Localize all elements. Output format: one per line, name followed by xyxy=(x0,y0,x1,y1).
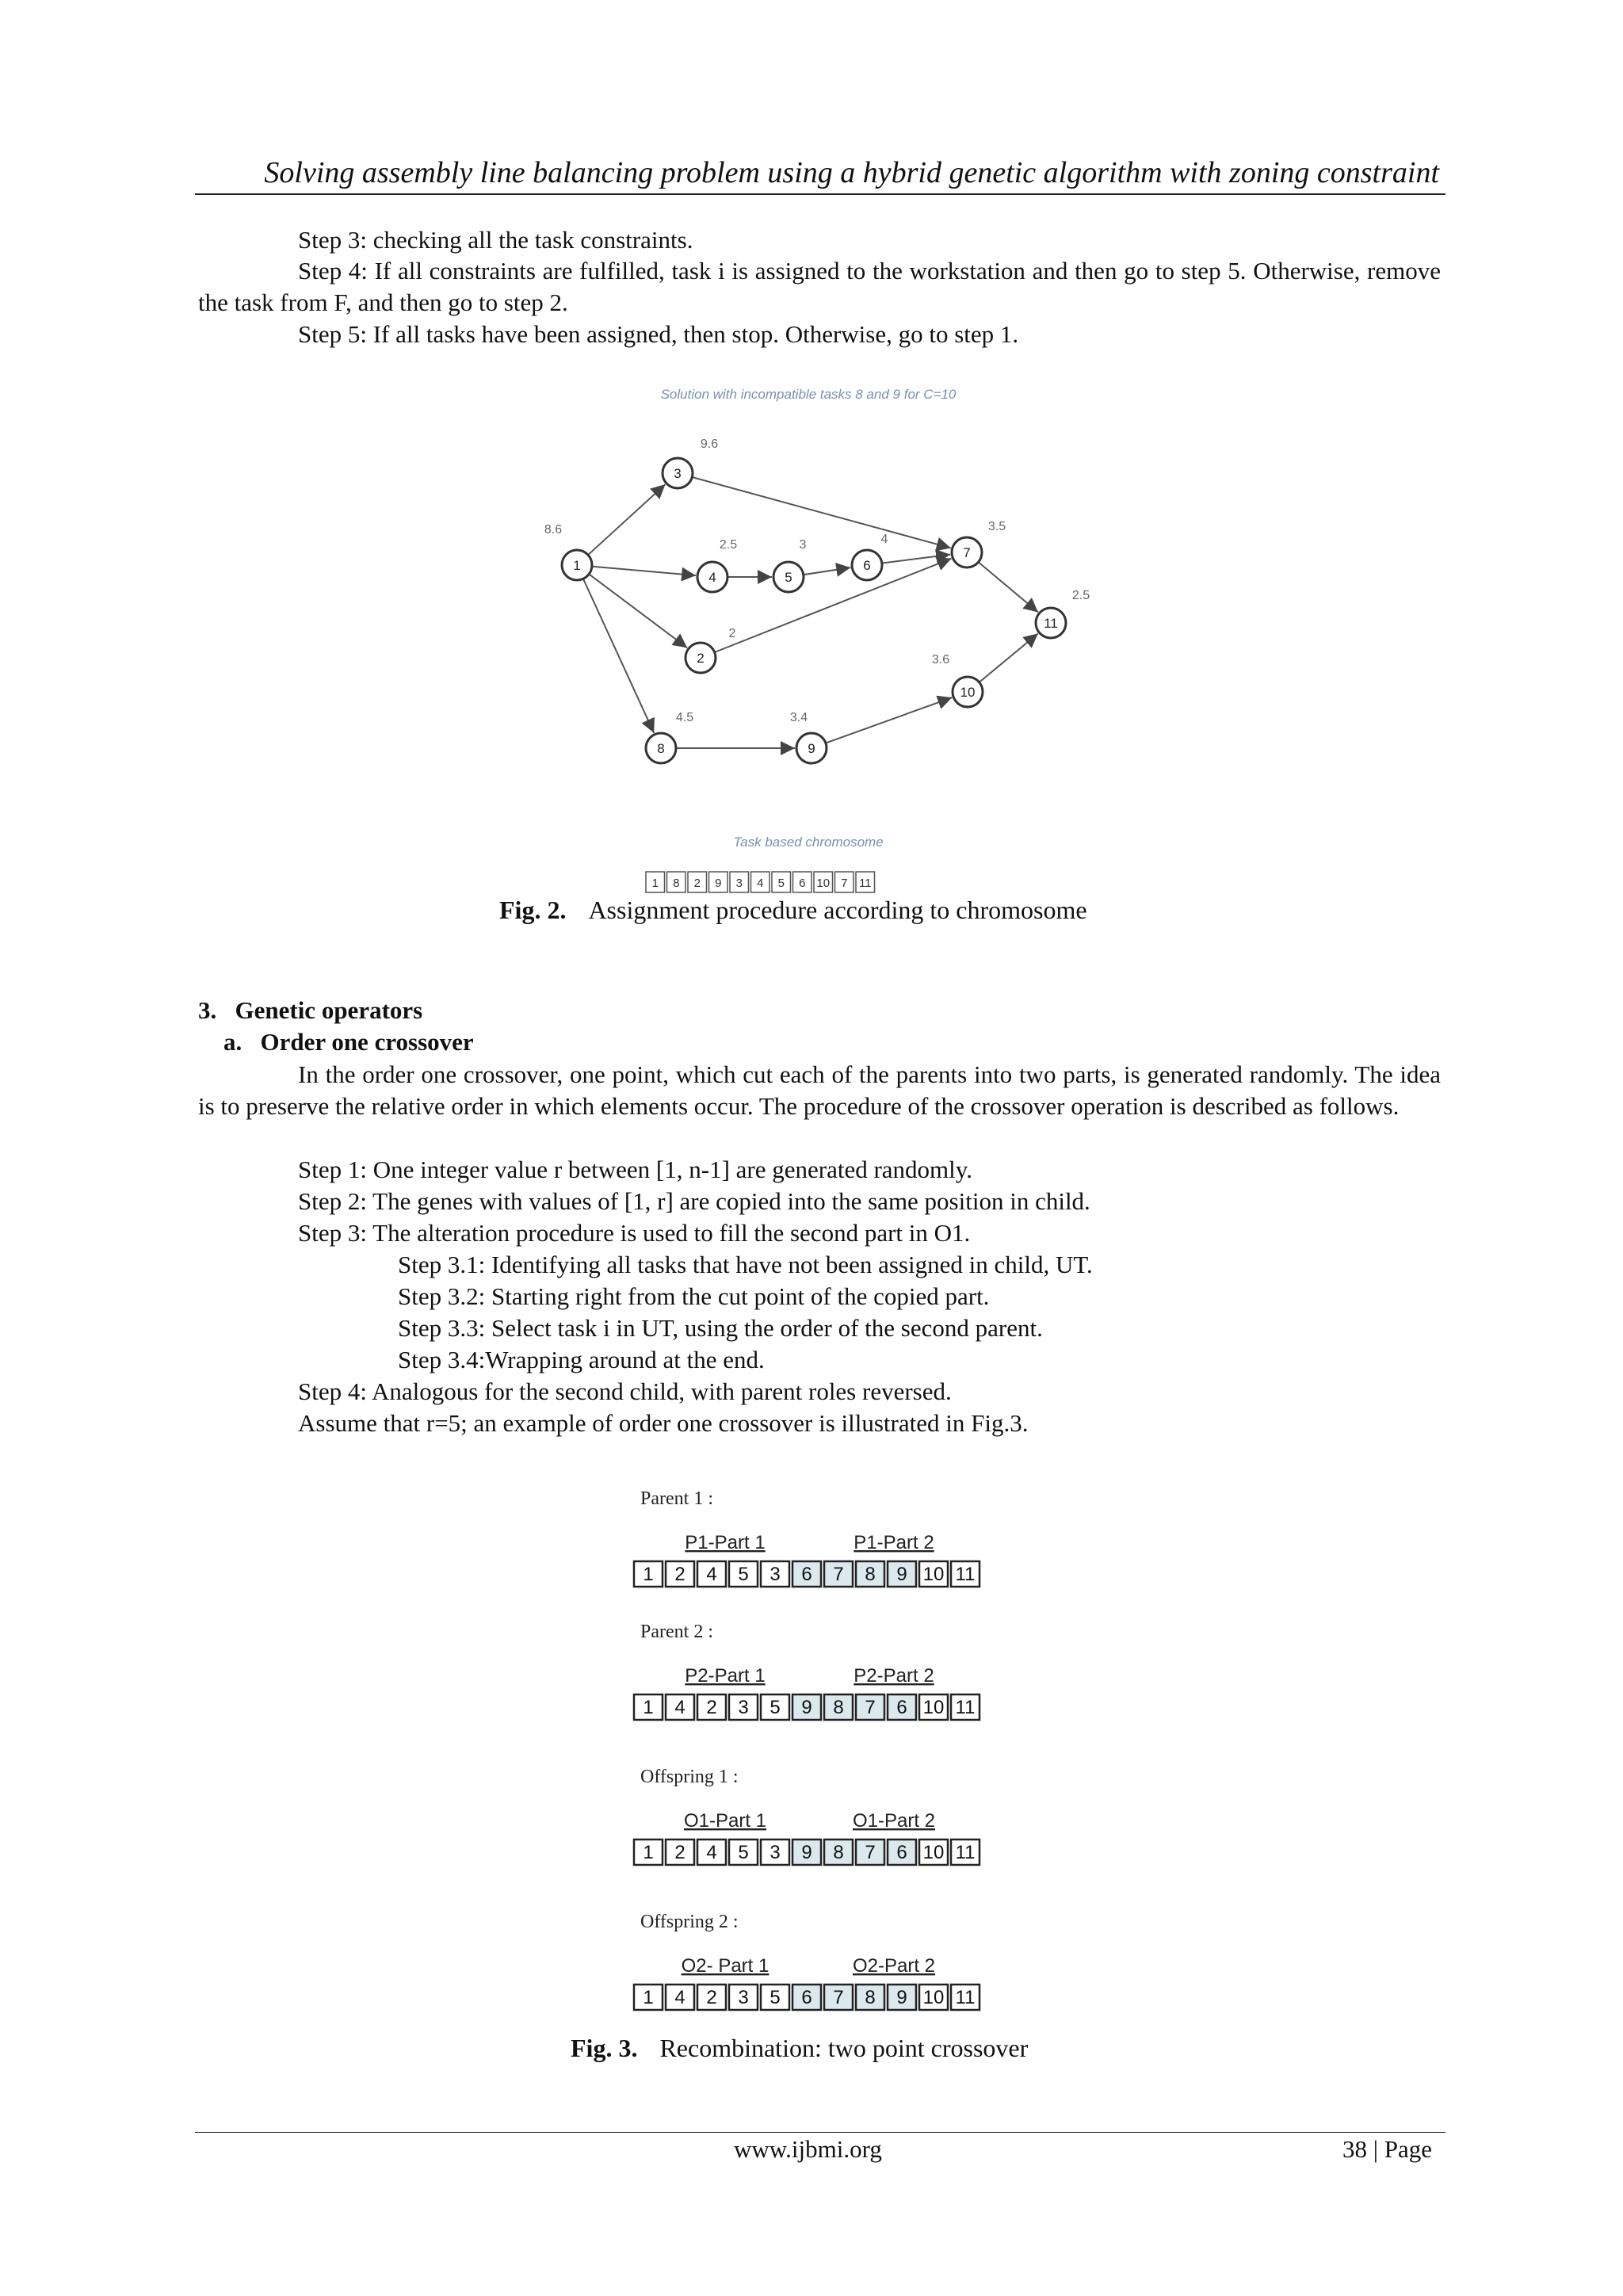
chromosome-gene: 9 xyxy=(715,877,722,890)
node-label-11: 11 xyxy=(1044,616,1058,631)
running-header: Solving assembly line balancing problem using a hybrid genetic algorithm with zoning constraint xyxy=(264,156,1439,189)
fig3-gene: 8 xyxy=(865,1564,876,1585)
fig3-gene: 7 xyxy=(865,1697,876,1718)
node-weight-10: 3.6 xyxy=(931,653,950,667)
fig3-gene: 4 xyxy=(706,1842,717,1863)
fig3-gene: 9 xyxy=(896,1987,907,2008)
fig3-gene: 5 xyxy=(769,1987,781,2008)
node-weight-8: 4.5 xyxy=(675,711,694,724)
node-weight-3: 9.6 xyxy=(700,437,719,451)
fig3-gene: 4 xyxy=(674,1987,685,2008)
fig3-gene: 8 xyxy=(833,1842,844,1863)
edge-9-10 xyxy=(826,697,952,743)
node-label-1: 1 xyxy=(573,558,581,573)
fig3-gene: 11 xyxy=(955,1987,976,2008)
fig3-gene: 9 xyxy=(896,1564,907,1585)
fig3-gene: 4 xyxy=(674,1697,685,1718)
fig3-gene: 5 xyxy=(738,1842,749,1863)
edge-5-6 xyxy=(804,567,850,575)
fig3-gene: 7 xyxy=(865,1842,876,1863)
edge-10-11 xyxy=(980,633,1038,682)
fig3-gene: 9 xyxy=(801,1697,812,1718)
section-step-1: Step 1: One integer value r between [1, n-1] are generated randomly. xyxy=(298,1156,973,1183)
fig3-gene: 2 xyxy=(674,1842,685,1863)
fig3-part1-label: P2-Part 1 xyxy=(685,1665,766,1687)
chromosome-gene: 3 xyxy=(735,877,743,890)
fig3-gene: 2 xyxy=(674,1564,685,1585)
fig3-part2-label: P2-Part 2 xyxy=(854,1665,934,1687)
fig3-gene: 3 xyxy=(769,1564,781,1585)
fig3-gene: 5 xyxy=(738,1564,749,1585)
fig3-part2-label: O2-Part 2 xyxy=(852,1955,936,1977)
fig3-gene: 1 xyxy=(643,1564,654,1585)
node-weight-7: 3.5 xyxy=(987,520,1006,533)
intro-step-5: Step 5: If all tasks have been assigned, then stop. Otherwise, go to step 1. xyxy=(298,320,1019,348)
node-label-9: 9 xyxy=(808,741,815,756)
fig3-part2-label: P1-Part 2 xyxy=(854,1532,934,1553)
node-label-8: 8 xyxy=(657,741,665,756)
fig3-row-label: Offspring 2 : xyxy=(640,1912,739,1932)
fig3-gene: 2 xyxy=(706,1697,717,1718)
fig2-chromosome-label: Task based chromosome xyxy=(733,835,884,850)
fig3-gene: 3 xyxy=(769,1842,781,1863)
section-step-3: Step 3: The alteration procedure is used to fill the second part in O1. xyxy=(298,1219,971,1247)
footer-page: 38 | Page xyxy=(1342,2135,1432,2163)
fig3-caption xyxy=(571,2034,1028,2063)
edge-2-7 xyxy=(715,559,952,652)
fig3-gene: 11 xyxy=(955,1842,976,1863)
fig2-caption-label: Fig. 2. xyxy=(499,896,567,924)
fig3-caption-label: Fig. 3. xyxy=(571,2034,638,2062)
section-step-4: Step 4: Analogous for the second child, with parent roles reversed. xyxy=(298,1377,952,1405)
node-weight-4: 2.5 xyxy=(719,538,738,552)
fig3-gene: 6 xyxy=(896,1697,907,1718)
section-heading: 3. Genetic operators xyxy=(198,996,423,1024)
section-substep-3-4: Step 3.4:Wrapping around at the end. xyxy=(398,1346,765,1373)
chromosome-gene: 2 xyxy=(693,877,701,890)
edge-1-2 xyxy=(589,574,687,648)
node-weight-2: 2 xyxy=(728,627,736,640)
fig2-graph-title: Solution with incompatible tasks 8 and 9 for C=10 xyxy=(660,387,957,402)
fig2-caption xyxy=(499,896,1087,925)
section-assume: Assume that r=5; an example of order one crossover is illustrated in Fig.3. xyxy=(298,1409,1029,1437)
chromosome-gene: 8 xyxy=(673,877,680,890)
fig3-row-label: Offspring 1 : xyxy=(640,1767,739,1787)
fig2-caption-text: Assignment procedure according to chromosome xyxy=(588,896,1087,924)
fig3-gene: 6 xyxy=(896,1842,907,1863)
node-weight-5: 3 xyxy=(799,538,807,552)
fig2-graph xyxy=(0,0,1623,911)
section-substep-3-3: Step 3.3: Select task i in UT, using the order of the second parent. xyxy=(398,1314,1043,1342)
fig3-gene: 6 xyxy=(801,1564,812,1585)
fig3-gene: 7 xyxy=(833,1564,844,1585)
section-substep-3-2: Step 3.2: Starting right from the cut point of the copied part. xyxy=(398,1282,990,1310)
fig3-gene: 7 xyxy=(833,1987,844,2008)
fig3-gene: 8 xyxy=(833,1697,844,1718)
fig3-part2-label: O1-Part 2 xyxy=(852,1810,936,1832)
node-label-3: 3 xyxy=(674,466,682,481)
fig3-crossover xyxy=(0,1466,1623,2045)
chromosome-gene: 11 xyxy=(858,877,872,890)
fig2-nodes xyxy=(544,437,1090,763)
fig3-gene: 6 xyxy=(801,1987,812,2008)
intro-step-4: Step 4: If all constraints are fulfilled, task i is assigned to the workstation and then go to step 5. Otherwise, remove the task from F, and then go to step 2. xyxy=(198,257,1441,316)
fig3-gene: 5 xyxy=(769,1697,781,1718)
subsection-heading: a. Order one crossover xyxy=(223,1028,474,1056)
fig3-part1-label: O1-Part 1 xyxy=(683,1810,767,1832)
fig3-gene: 3 xyxy=(738,1987,749,2008)
chromosome-gene: 1 xyxy=(651,877,659,890)
fig3-gene: 9 xyxy=(801,1842,812,1863)
edge-7-11 xyxy=(979,562,1038,612)
fig3-gene: 1 xyxy=(643,1697,654,1718)
fig3-gene: 10 xyxy=(922,1842,945,1863)
chromosome-gene: 10 xyxy=(816,877,831,890)
fig3-gene: 8 xyxy=(865,1987,876,2008)
node-weight-6: 4 xyxy=(880,533,888,546)
node-weight-1: 8.6 xyxy=(544,523,563,537)
fig2-chromosome xyxy=(646,872,875,892)
node-label-7: 7 xyxy=(963,545,971,560)
fig3-gene: 10 xyxy=(922,1564,945,1585)
section-step-2: Step 2: The genes with values of [1, r] are copied into the same position in child. xyxy=(298,1187,1090,1215)
chromosome-gene: 5 xyxy=(777,877,785,890)
fig3-gene: 4 xyxy=(706,1564,717,1585)
chromosome-gene: 7 xyxy=(841,877,848,890)
fig3-gene: 1 xyxy=(643,1987,654,2008)
node-label-5: 5 xyxy=(785,570,792,585)
node-weight-9: 3.4 xyxy=(789,711,808,724)
fig3-row-label: Parent 1 : xyxy=(640,1488,713,1509)
fig3-gene: 3 xyxy=(738,1697,749,1718)
node-label-6: 6 xyxy=(863,558,871,573)
fig3-row-label: Parent 2 : xyxy=(640,1622,713,1642)
fig3-caption-text: Recombination: two point crossover xyxy=(659,2034,1029,2062)
node-weight-11: 2.5 xyxy=(1071,589,1090,602)
fig3-part1-label: O2- Part 1 xyxy=(681,1955,769,1977)
chromosome-gene: 6 xyxy=(799,877,806,890)
fig3-part1-label: P1-Part 1 xyxy=(685,1532,766,1553)
intro-step-3: Step 3: checking all the task constraints. xyxy=(298,226,693,254)
chromosome-gene: 4 xyxy=(757,877,764,890)
section-intro: In the order one crossover, one point, which cut each of the parents into two parts, is generated randomly. The idea is to preserve the relative order in which elements occur. The procedure of the crossover operation is described as follows. xyxy=(198,1060,1441,1120)
section-substep-3-1: Step 3.1: Identifying all tasks that have not been assigned in child, UT. xyxy=(398,1251,1093,1278)
node-label-2: 2 xyxy=(697,651,705,666)
node-label-4: 4 xyxy=(708,570,716,585)
edge-6-7 xyxy=(882,555,950,563)
fig3-gene: 10 xyxy=(922,1697,945,1718)
fig3-gene: 11 xyxy=(955,1697,976,1718)
fig3-gene: 1 xyxy=(643,1842,654,1863)
edge-1-3 xyxy=(588,484,665,555)
fig3-gene: 11 xyxy=(955,1564,976,1585)
node-label-10: 10 xyxy=(960,685,976,700)
fig3-gene: 2 xyxy=(706,1987,717,2008)
fig3-rows xyxy=(634,1488,980,2010)
fig3-gene: 10 xyxy=(922,1987,945,2008)
footer-rule xyxy=(195,2132,1445,2133)
footer-site: www.ijbmi.org xyxy=(734,2135,882,2163)
edge-1-4 xyxy=(592,567,696,576)
edge-1-8 xyxy=(583,579,654,733)
